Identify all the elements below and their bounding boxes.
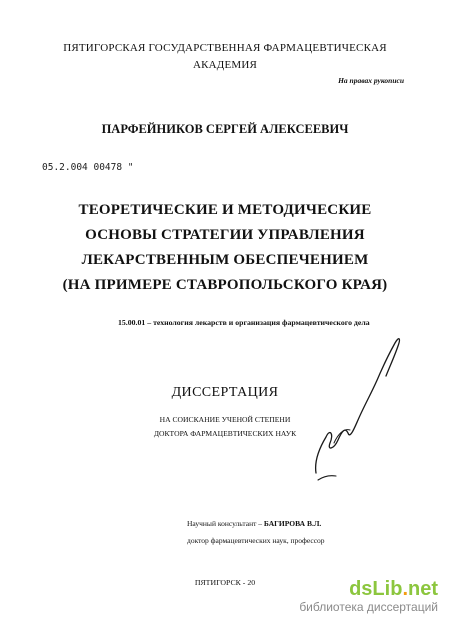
watermark-logo-dot: . [402, 578, 408, 600]
consultant-label: Научный консультант – [187, 519, 262, 528]
handwritten-signature [300, 330, 410, 485]
degree-line: ДОКТОРА ФАРМАЦЕВТИЧЕСКИХ НАУК [153, 429, 297, 438]
degree-line: НА СОИСКАНИЕ УЧЕНОЙ СТЕПЕНИ [159, 415, 291, 424]
specialty-code: 15.00.01 – технология лекарств и организация фармацевтического дела [118, 318, 370, 327]
watermark-logo-tld: net [408, 578, 438, 600]
dissertation-title [0, 198, 450, 298]
registration-code: 05.2.004 00478 " [42, 162, 134, 173]
title-line: (НА ПРИМЕРЕ СТАВРОПОЛЬСКОГО КРАЯ) [62, 277, 388, 293]
document-type: ДИССЕРТАЦИЯ [171, 385, 279, 400]
watermark-logo-main: dsLib [349, 578, 403, 600]
consultant-block [187, 515, 325, 549]
consultant-line [187, 515, 325, 532]
watermark-subtitle: библиотека диссертаций [299, 600, 438, 614]
title-line: ЛЕКАРСТВЕННЫМ ОБЕСПЕЧЕНИЕМ [81, 252, 369, 268]
consultant-name: БАГИРОВА В.Л. [263, 519, 322, 528]
institution-line: ПЯТИГОРСКАЯ ГОСУДАРСТВЕННАЯ ФАРМАЦЕВТИЧЕСКАЯ [63, 42, 387, 54]
consultant-title: доктор фармацевтических наук, профессор [187, 536, 325, 545]
title-line: ТЕОРЕТИЧЕСКИЕ И МЕТОДИЧЕСКИЕ [78, 202, 372, 218]
institution-line: АКАДЕМИЯ [192, 59, 258, 71]
city-year: ПЯТИГОРСК - 20 [194, 578, 256, 587]
title-line: ОСНОВЫ СТРАТЕГИИ УПРАВЛЕНИЯ [85, 227, 365, 243]
rights-note: На правах рукописи [338, 76, 404, 85]
institution-name [0, 40, 450, 74]
watermark-logo [299, 578, 438, 600]
watermark [299, 578, 438, 614]
author-name: ПАРФЕЙНИКОВ СЕРГЕЙ АЛЕКСЕЕВИЧ [101, 122, 349, 136]
